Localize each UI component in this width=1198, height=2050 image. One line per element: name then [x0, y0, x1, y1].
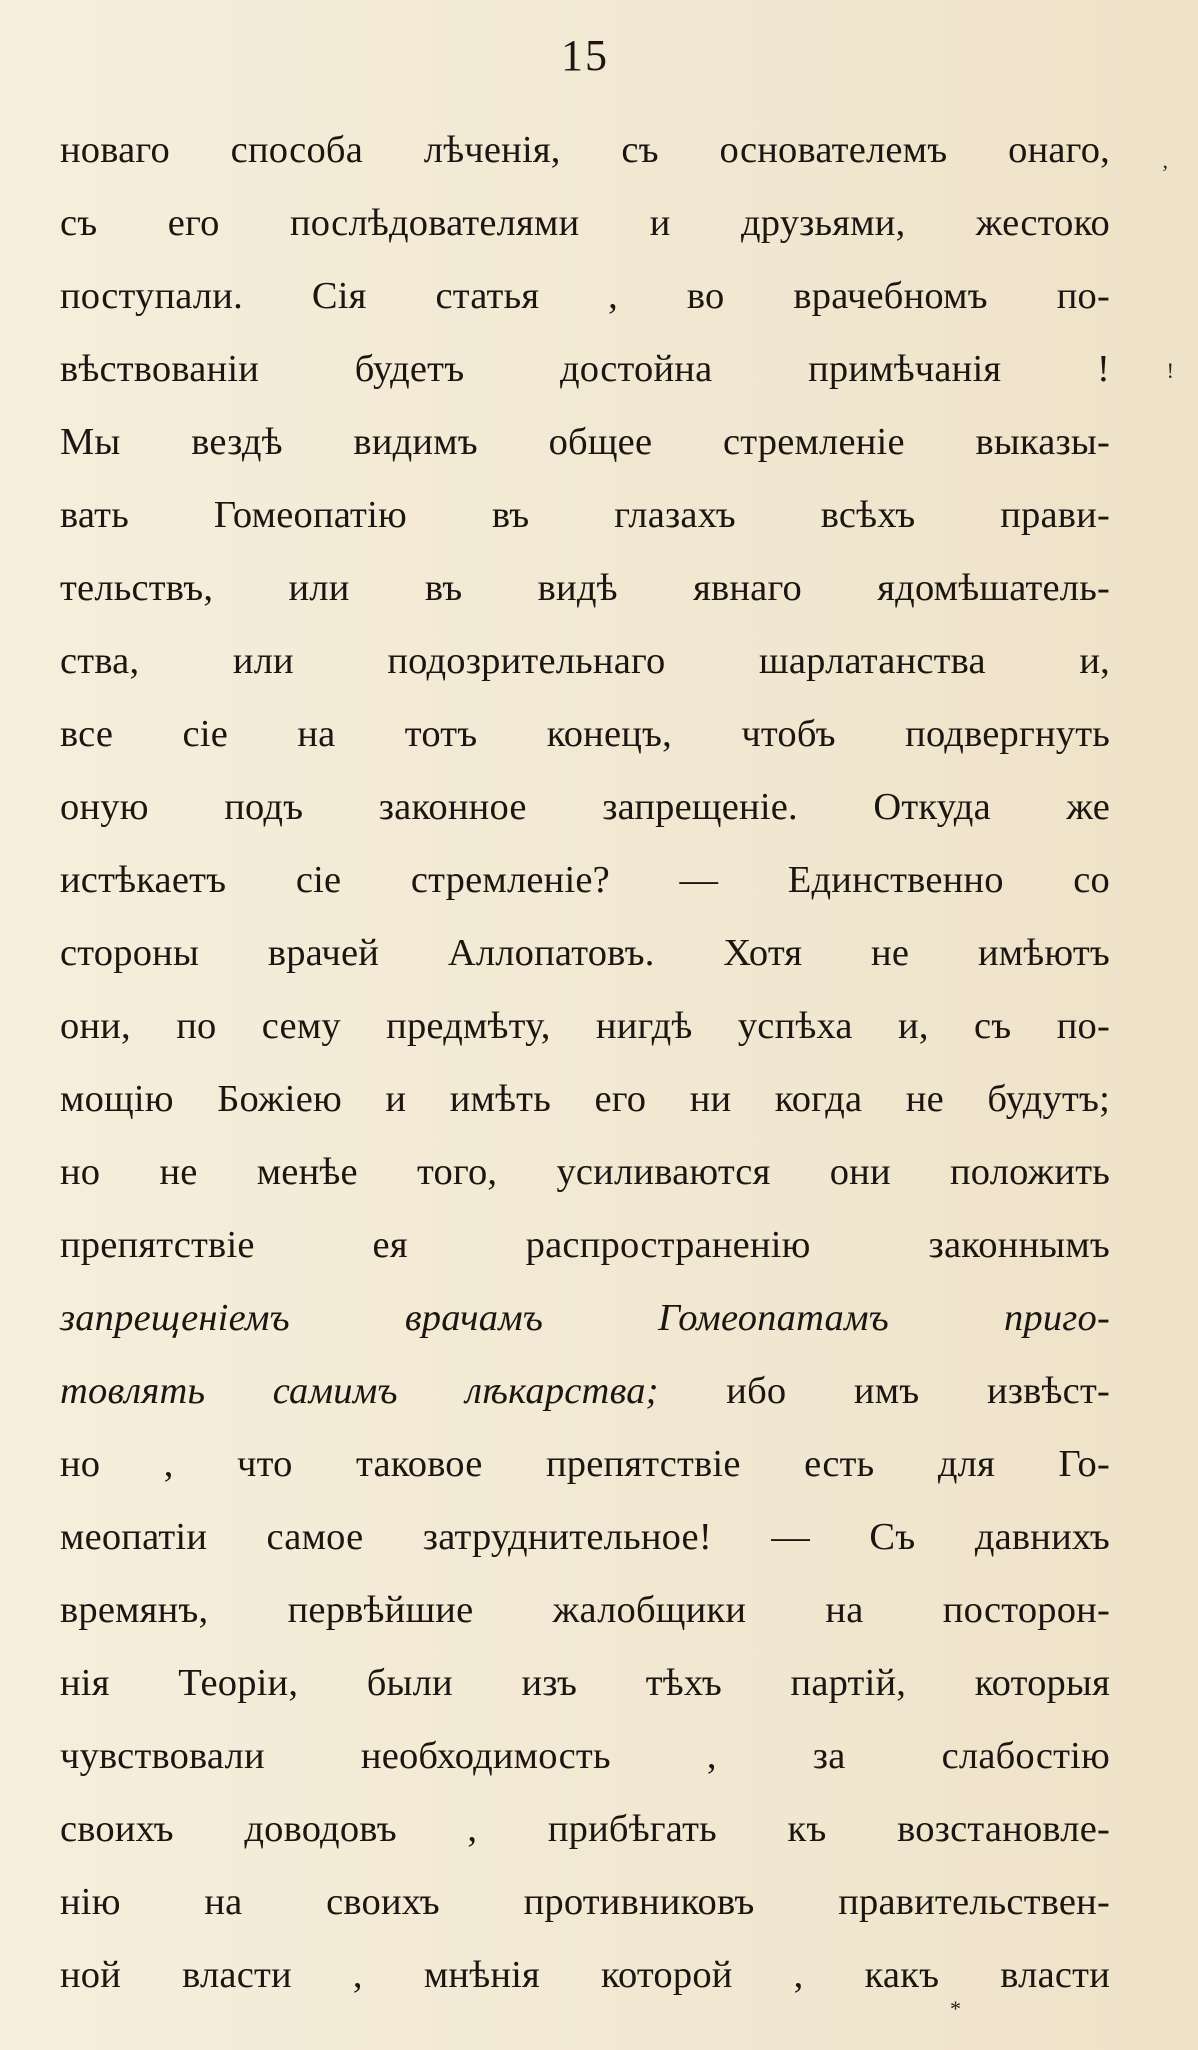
text-line: мощію Божіею и имѣть его ни когда не будутъ;	[60, 1078, 1110, 1120]
text-line: новаго способа лѣченія, съ основателемъ онаго,	[60, 129, 1110, 171]
text-line: вать Гомеопатію въ глазахъ всѣхъ прави-	[60, 494, 1110, 536]
text-line: все сіе на тотъ конецъ, чтобъ подвергнуть	[60, 713, 1110, 755]
text-line: препятствіе ея распространенію законнымъ	[60, 1224, 1110, 1266]
mixed-text-line	[60, 1355, 1110, 1428]
text-line: оную подъ законное запрещеніе. Откуда же	[60, 786, 1110, 828]
text-line: нію на своихъ противниковъ правительствен-	[60, 1881, 1110, 1923]
margin-mark: !	[1166, 358, 1174, 383]
signature-mark: *	[950, 1996, 961, 2021]
text-line: ства, или подозрительнаго шарлатанства и,	[60, 640, 1110, 682]
text-line: Мы вездѣ видимъ общее стремленіе выказы-	[60, 421, 1110, 463]
text-line: они, по сему предмѣту, нигдѣ успѣха и, съ по-	[60, 1005, 1110, 1047]
text-line: меопатіи самое затруднительное! — Съ давнихъ	[60, 1516, 1110, 1558]
text-line: тельствъ, или въ видѣ явнаго ядомѣшатель-	[60, 567, 1110, 609]
text-line: стороны врачей Аллопатовъ. Хотя не имѣютъ	[60, 932, 1110, 974]
text-line: своихъ доводовъ , прибѣгать къ возстановле-	[60, 1808, 1110, 1850]
text-line: истѣкаетъ сіе стремленіе? — Единственно со	[60, 859, 1110, 901]
text-line: съ его послѣдователями и друзьями, жестоко	[60, 202, 1110, 244]
page-number: 15	[561, 31, 609, 80]
margin-mark: ,	[1162, 148, 1168, 173]
regular-fragment: ибо имъ извѣст-	[658, 1370, 1110, 1412]
text-line: нія Теоріи, были изъ тѣхъ партій, которыя	[60, 1662, 1110, 1704]
text-line: ной власти , мнѣнія которой , какъ власти	[60, 1954, 1110, 1996]
text-line: времянъ, первѣйшие жалобщики на посторон-	[60, 1589, 1110, 1631]
text-line: вѣствованіи будетъ достойна примѣчанія !	[60, 348, 1110, 390]
text-line: но , что таковое препятствіе есть для Го-	[60, 1443, 1110, 1485]
italic-fragment: товлять самимъ лѣкарства;	[60, 1370, 659, 1412]
body-text	[60, 114, 1110, 2012]
italic-text-line: запрещеніемъ врачамъ Гомеопатамъ приго-	[60, 1297, 1110, 1339]
text-line: чувствовали необходимость , за слабостію	[60, 1735, 1110, 1777]
text-line: поступали. Сія статья , во врачебномъ по-	[60, 275, 1110, 317]
text-line: но не менѣе того, усиливаются они положить	[60, 1151, 1110, 1193]
